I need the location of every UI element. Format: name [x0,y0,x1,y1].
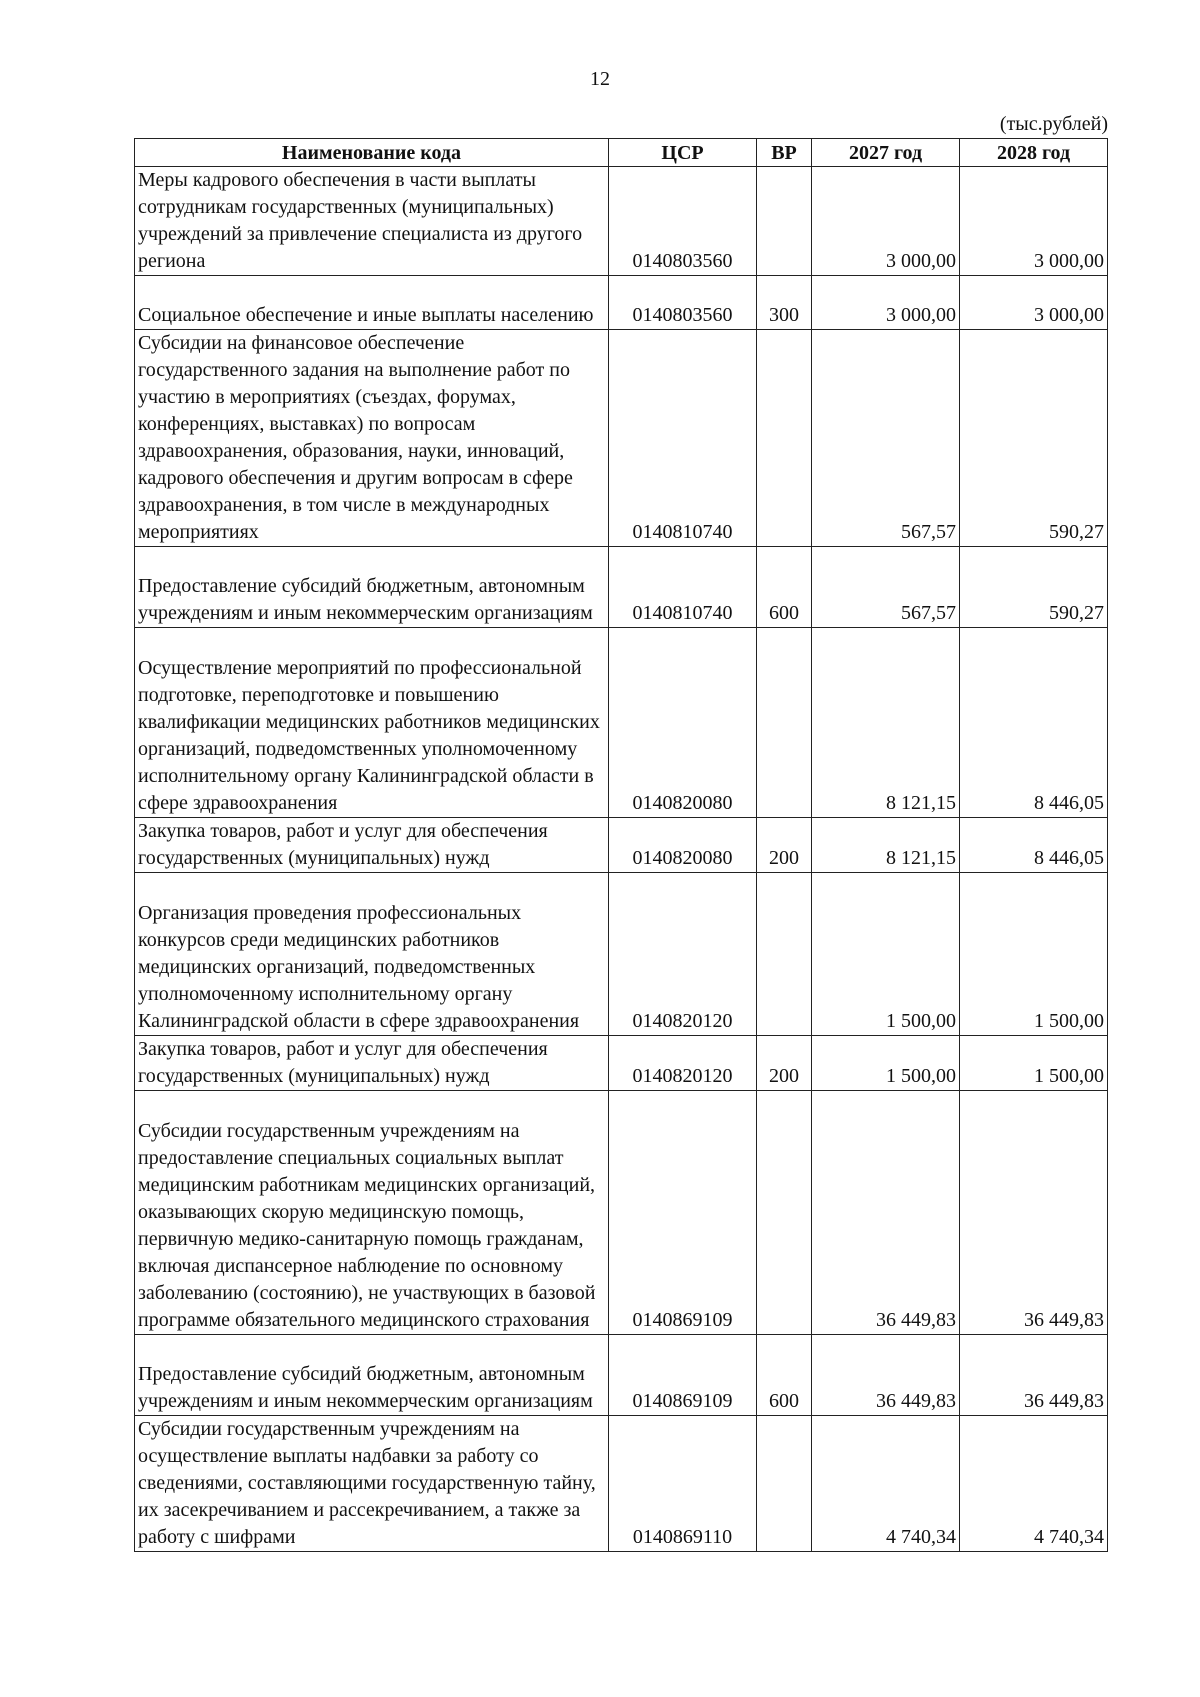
row-vr [757,873,812,1036]
row-name: Субсидии государственным учреждениям на предоставление специальных социальных выплат медицинским работникам медицинских организаций, оказывающих скорую медицинскую помощь, первичную медико-санитарную помощь гражданам, включая диспансерное наблюдение по основному заболеванию (состоянию), не участвующих в базовой программе обязательного медицинского страхования [135,1091,609,1335]
table-row [135,628,1108,818]
table-header-row [135,139,1108,167]
table-row [135,330,1108,547]
table-row [135,873,1108,1036]
row-2027: 567,57 [812,330,960,547]
row-2028: 36 449,83 [960,1335,1108,1416]
row-name: Субсидии на финансовое обеспечение государственного задания на выполнение работ по участию в мероприятиях (съездах, форумах, конференциях, выставках) по вопросам здравоохранения, образования, науки, инноваций, кадрового обеспечения и другим вопросам в сфере здравоохранения, в том числе в международных мероприятиях [135,330,609,547]
row-2028: 590,27 [960,547,1108,628]
row-csr: 0140869110 [609,1416,757,1552]
row-2028: 1 500,00 [960,873,1108,1036]
table-row [135,1091,1108,1335]
header-vr: ВР [757,139,812,167]
row-name: Социальное обеспечение и иные выплаты населению [135,276,609,330]
row-csr: 0140869109 [609,1335,757,1416]
row-vr [757,167,812,276]
row-2027: 3 000,00 [812,167,960,276]
row-name: Меры кадрового обеспечения в части выплаты сотрудникам государственных (муниципальных) учреждений за привлечение специалиста из другого региона [135,167,609,276]
row-2027: 4 740,34 [812,1416,960,1552]
row-2028: 3 000,00 [960,276,1108,330]
row-csr: 0140820080 [609,818,757,873]
page-number: 12 [590,68,610,90]
table-row [135,1416,1108,1552]
row-2027: 567,57 [812,547,960,628]
row-name: Организация проведения профессиональных конкурсов среди медицинских работников медицинских организаций, подведомственных уполномоченному исполнительному органу Калининградской области в сфере здравоохранения [135,873,609,1036]
units-label: (тыс.рублей) [999,113,1108,135]
row-2028: 1 500,00 [960,1036,1108,1091]
row-csr: 0140803560 [609,276,757,330]
row-vr: 200 [757,1036,812,1091]
row-csr: 0140810740 [609,330,757,547]
row-2027: 1 500,00 [812,1036,960,1091]
table-row [135,547,1108,628]
header-2028: 2028 год [960,139,1108,167]
row-2028: 36 449,83 [960,1091,1108,1335]
row-2028: 590,27 [960,330,1108,547]
row-vr [757,1416,812,1552]
row-vr: 600 [757,1335,812,1416]
row-csr: 0140820120 [609,1036,757,1091]
budget-table [134,138,1108,1552]
row-name: Осуществление мероприятий по профессиональной подготовке, переподготовке и повышению квалификации медицинских работников медицинских организаций, подведомственных уполномоченному исполнительному органу Калининградской области в сфере здравоохранения [135,628,609,818]
row-name: Субсидии государственным учреждениям на осуществление выплаты надбавки за работу со сведениями, составляющими государственную тайну, их засекречиванием и рассекречиванием, а также за работу с шифрами [135,1416,609,1552]
table-row [135,1036,1108,1091]
row-vr [757,330,812,547]
row-2027: 8 121,15 [812,628,960,818]
row-csr: 0140810740 [609,547,757,628]
table-row [135,167,1108,276]
header-csr: ЦСР [609,139,757,167]
row-csr: 0140820080 [609,628,757,818]
row-2028: 4 740,34 [960,1416,1108,1552]
row-2028: 3 000,00 [960,167,1108,276]
row-2027: 8 121,15 [812,818,960,873]
row-2028: 8 446,05 [960,628,1108,818]
row-csr: 0140803560 [609,167,757,276]
row-2028: 8 446,05 [960,818,1108,873]
header-2027: 2027 год [812,139,960,167]
row-2027: 36 449,83 [812,1335,960,1416]
row-csr: 0140869109 [609,1091,757,1335]
row-2027: 3 000,00 [812,276,960,330]
header-name: Наименование кода [135,139,609,167]
table-row [135,818,1108,873]
table-row [135,276,1108,330]
row-name: Предоставление субсидий бюджетным, автономным учреждениям и иным некоммерческим организациям [135,547,609,628]
row-vr [757,628,812,818]
row-vr: 200 [757,818,812,873]
row-2027: 36 449,83 [812,1091,960,1335]
row-vr [757,1091,812,1335]
row-name: Закупка товаров, работ и услуг для обеспечения государственных (муниципальных) нужд [135,1036,609,1091]
table-row [135,1335,1108,1416]
row-csr: 0140820120 [609,873,757,1036]
row-vr: 300 [757,276,812,330]
row-vr: 600 [757,547,812,628]
row-name: Предоставление субсидий бюджетным, автономным учреждениям и иным некоммерческим организациям [135,1335,609,1416]
row-2027: 1 500,00 [812,873,960,1036]
row-name: Закупка товаров, работ и услуг для обеспечения государственных (муниципальных) нужд [135,818,609,873]
